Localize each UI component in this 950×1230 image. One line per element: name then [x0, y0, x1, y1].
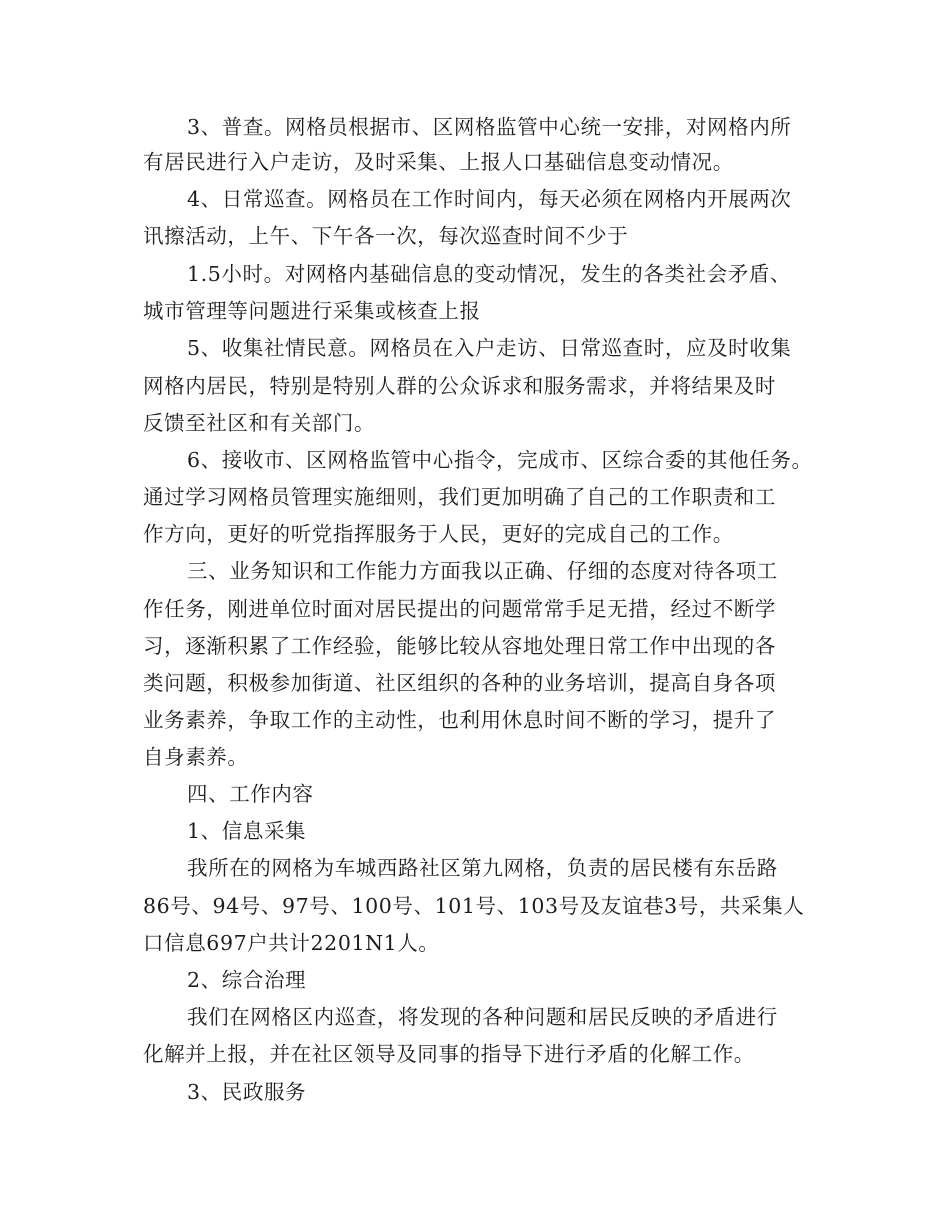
text-line: 讯擦活动，上午、下午各一次，每次巡查时间不少于 [143, 224, 629, 248]
text-line: 我所在的网格为车城西路社区第九网格，负责的居民楼有东岳路 [187, 856, 778, 880]
text-line: 5、收集社情民意。网格员在入户走访、日常巡查时，应及时收集 [187, 336, 792, 360]
text-line: 1.5小时。对网格内基础信息的变动情况，发生的各类社会矛盾、 [187, 262, 792, 286]
text-line: 反馈至社区和有关部门。 [143, 411, 376, 435]
text-line: 作任务，刚进单位时面对居民提出的问题常常手足无措，经过不断学 [143, 597, 776, 621]
text-line: 2、综合治理 [187, 968, 307, 992]
text-line: 习，逐渐积累了工作经验，能够比较从容地处理日常工作中出现的各 [143, 634, 776, 658]
text-line: 城市管理等问题进行采集或核查上报 [143, 299, 481, 323]
text-line: 业务素养，争取工作的主动性，也利用休息时间不断的学习，提升了 [143, 708, 776, 732]
text-line: 四、工作内容 [187, 782, 314, 806]
text-line: 1、信息采集 [187, 819, 307, 843]
text-line: 3、民政服务 [187, 1080, 307, 1104]
text-line: 我们在网格区内巡查，将发现的各种问题和居民反映的矛盾进行 [187, 1005, 778, 1029]
text-line: 化解并上报，并在社区领导及同事的指导下进行矛盾的化解工作。 [143, 1042, 755, 1066]
text-line: 自身素养。 [143, 745, 249, 769]
text-line: 三、业务知识和工作能力方面我以正确、仔细的态度对待各项工 [187, 559, 778, 583]
text-line: 86号、94号、97号、100号、101号、103号及友谊巷3号，共采集人 [143, 894, 805, 918]
text-line: 3、普查。网格员根据市、区网格监管中心统一安排，对网格内所 [187, 115, 792, 139]
text-line: 4、日常巡查。网格员在工作时间内，每天必须在网格内开展两次 [187, 187, 792, 211]
text-line: 6、接收市、区网格监管中心指令，完成市、区综合委的其他任务。 [187, 448, 813, 472]
text-line: 网格内居民，特别是特别人群的公众诉求和服务需求，并将结果及时 [143, 374, 776, 398]
text-line: 有居民进行入户走访，及时采集、上报人口基础信息变动情况。 [143, 150, 734, 174]
text-line: 作方向，更好的听党指挥服务于人民，更好的完成自己的工作。 [143, 522, 734, 546]
text-line: 通过学习网格员管理实施细则，我们更加明确了自己的工作职责和工 [143, 485, 776, 509]
text-line: 口信息697户共计2201N1人。 [143, 931, 440, 955]
text-line: 类问题，积极参加街道、社区组织的各种的业务培训，提高自身各项 [143, 671, 776, 695]
